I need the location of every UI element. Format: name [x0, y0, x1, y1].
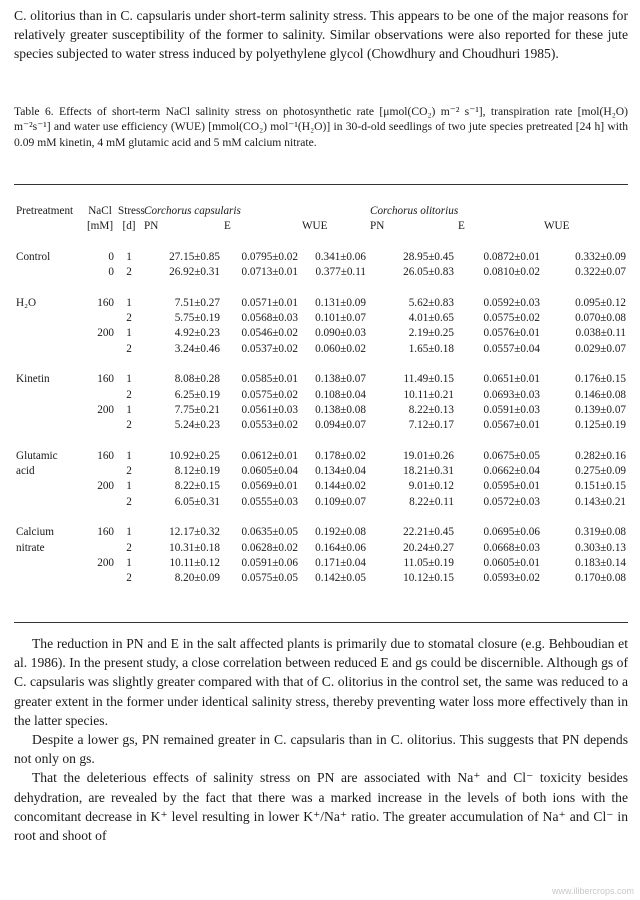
nacl-cell	[84, 464, 116, 479]
header-species-capsularis-text: Corchorus capsularis	[144, 205, 241, 217]
stress-days-cell: 2	[126, 266, 132, 279]
table-row	[14, 296, 628, 311]
nacl-cell	[84, 571, 116, 586]
header-pn-capsularis: PN	[144, 220, 159, 233]
table-row	[14, 449, 628, 464]
olitorius-pn-cell: 4.01±0.65	[408, 312, 454, 325]
header-pn-olitorius: PN	[370, 220, 385, 233]
olitorius-wue-cell: 0.176±0.15	[575, 373, 627, 386]
capsularis-wue-cell: 0.164±0.06	[315, 541, 366, 554]
capsularis-e-cell: 0.0546±0.02	[241, 327, 298, 340]
olitorius-pn-cell: 11.49±0.15	[403, 373, 454, 386]
table-row	[14, 342, 628, 357]
intro-paragraph-text: C. olitorius than in C. capsularis under short-term salinity stress. This appears to be one of the major reasons for relatively greater susceptibility of the former to salinity. Similar observations were also reported for these jute species subjected to water stress induced by polyethylene glycol (Chowdhury and Choudhuri 1985).	[14, 8, 628, 62]
stress-days-cell: 2	[126, 388, 132, 401]
capsularis-e-cell: 0.0553±0.02	[241, 419, 298, 432]
nacl-cell	[84, 311, 116, 326]
capsularis-pn-cell: 7.75±0.21	[174, 403, 220, 416]
olitorius-pn-cell: 5.62±0.83	[408, 296, 454, 309]
capsularis-e-cell: 0.0555±0.03	[241, 495, 298, 508]
pretreatment-cell: Kinetin	[16, 373, 50, 386]
capsularis-pn-cell: 8.22±0.15	[174, 480, 220, 493]
table-row	[14, 372, 628, 387]
capsularis-wue-cell: 0.134±0.04	[315, 465, 366, 478]
body-paragraph-1: The reduction in PN and E in the salt affected plants is primarily due to stomatal closure (e.g. Behboudian et al. 1986). In the present study, a close correlation between reduced E and gs could be discernible. Although gs of C. capsularis was slightly greater compared with that of C. olitorius in the control set, the same was reduced to a greater extent in the former under identical salinity stress, thereby preventing water loss more effectively than in the latter species.	[14, 636, 628, 728]
capsularis-pn-cell: 10.31±0.18	[169, 541, 220, 554]
olitorius-e-cell: 0.0567±0.01	[483, 419, 540, 432]
olitorius-wue-cell: 0.143±0.21	[575, 495, 627, 508]
olitorius-wue-cell: 0.095±0.12	[575, 296, 627, 309]
olitorius-e-cell: 0.0675±0.05	[483, 449, 540, 462]
capsularis-pn-cell: 10.92±0.25	[169, 449, 220, 462]
olitorius-e-cell: 0.0668±0.03	[483, 541, 540, 554]
capsularis-e-cell: 0.0591±0.06	[241, 556, 298, 569]
olitorius-e-cell: 0.0557±0.04	[483, 342, 540, 355]
capsularis-pn-cell: 5.75±0.19	[174, 312, 220, 325]
pretreatment-cell: H₂O	[16, 296, 37, 309]
table-body	[14, 235, 628, 602]
capsularis-e-cell: 0.0571±0.01	[241, 296, 298, 309]
capsularis-wue-cell: 0.108±0.04	[315, 388, 366, 401]
stress-days-cell: 1	[126, 296, 132, 309]
olitorius-e-cell: 0.0575±0.02	[483, 312, 540, 325]
capsularis-pn-cell: 6.05±0.31	[174, 495, 220, 508]
table-row	[14, 265, 628, 280]
capsularis-wue-cell: 0.171±0.04	[315, 556, 366, 569]
table-row	[14, 464, 628, 479]
pretreatment-cell	[14, 342, 84, 357]
capsularis-e-cell: 0.0628±0.02	[241, 541, 298, 554]
capsularis-e-cell: 0.0612±0.01	[241, 449, 298, 462]
olitorius-wue-cell: 0.319±0.08	[575, 526, 627, 539]
olitorius-wue-cell: 0.029±0.07	[575, 342, 627, 355]
stress-days-cell: 2	[126, 419, 132, 432]
olitorius-e-cell: 0.0595±0.01	[483, 480, 540, 493]
stress-days-cell: 2	[126, 495, 132, 508]
olitorius-wue-cell: 0.332±0.09	[575, 250, 627, 263]
nacl-cell	[84, 342, 116, 357]
olitorius-e-cell: 0.0695±0.06	[483, 526, 540, 539]
pretreatment-cell	[14, 571, 84, 586]
table-row	[14, 495, 628, 510]
capsularis-wue-cell: 0.090±0.03	[315, 327, 366, 340]
table-row	[14, 541, 628, 556]
capsularis-wue-cell: 0.142±0.05	[315, 572, 366, 585]
nacl-cell: 160	[97, 449, 114, 462]
pretreatment-cell: Glutamic	[16, 449, 58, 462]
header-row-1	[14, 204, 628, 219]
nacl-cell	[84, 541, 116, 556]
olitorius-wue-cell: 0.275±0.09	[575, 465, 627, 478]
capsularis-pn-cell: 26.92±0.31	[169, 266, 220, 279]
nacl-cell: 200	[97, 327, 114, 340]
header-nacl-unit: [mM]	[86, 220, 114, 233]
olitorius-wue-cell: 0.146±0.08	[575, 388, 627, 401]
pretreatment-cell	[14, 403, 84, 418]
olitorius-pn-cell: 11.05±0.19	[403, 556, 454, 569]
nacl-cell: 160	[97, 296, 114, 309]
olitorius-e-cell: 0.0576±0.01	[483, 327, 540, 340]
capsularis-e-cell: 0.0635±0.05	[241, 526, 298, 539]
spacer-row	[14, 510, 628, 525]
nacl-cell: 0	[108, 266, 114, 279]
capsularis-pn-cell: 8.12±0.19	[174, 465, 220, 478]
olitorius-wue-cell: 0.139±0.07	[575, 403, 627, 416]
capsularis-wue-cell: 0.060±0.02	[315, 342, 366, 355]
capsularis-wue-cell: 0.138±0.07	[315, 373, 366, 386]
header-stress: Stress	[118, 205, 145, 217]
capsularis-pn-cell: 12.17±0.32	[169, 526, 220, 539]
capsularis-e-cell: 0.0569±0.01	[241, 480, 298, 493]
table-row	[14, 403, 628, 418]
table-row	[14, 326, 628, 341]
pretreatment-cell	[14, 479, 84, 494]
capsularis-wue-cell: 0.377±0.11	[315, 266, 366, 279]
olitorius-e-cell: 0.0605±0.01	[483, 556, 540, 569]
table-row	[14, 571, 628, 586]
header-species-olitorius-text: Corchorus olitorius	[370, 205, 459, 217]
table-row	[14, 479, 628, 494]
olitorius-pn-cell: 8.22±0.11	[409, 495, 454, 508]
capsularis-e-cell: 0.0561±0.03	[241, 403, 298, 416]
olitorius-wue-cell: 0.282±0.16	[575, 449, 627, 462]
header-stress-unit: [d]	[122, 220, 136, 233]
header-nacl: NaCl	[88, 205, 112, 217]
olitorius-pn-cell: 9.01±0.12	[408, 480, 454, 493]
olitorius-wue-cell: 0.125±0.19	[575, 419, 627, 432]
olitorius-e-cell: 0.0591±0.03	[483, 403, 540, 416]
table-row	[14, 311, 628, 326]
nacl-cell	[84, 388, 116, 403]
olitorius-e-cell: 0.0572±0.03	[483, 495, 540, 508]
pretreatment-cell: Calcium	[16, 526, 54, 539]
olitorius-pn-cell: 22.21±0.45	[403, 526, 454, 539]
pretreatment-cell	[14, 388, 84, 403]
nacl-cell	[84, 495, 116, 510]
olitorius-pn-cell: 26.05±0.83	[403, 266, 454, 279]
olitorius-e-cell: 0.0693±0.03	[483, 388, 540, 401]
nacl-cell: 0	[108, 250, 114, 263]
capsularis-wue-cell: 0.138±0.08	[315, 403, 366, 416]
olitorius-pn-cell: 7.12±0.17	[408, 419, 454, 432]
olitorius-wue-cell: 0.070±0.08	[575, 312, 627, 325]
capsularis-e-cell: 0.0585±0.01	[241, 373, 298, 386]
table-bottom-rule	[14, 622, 628, 623]
olitorius-wue-cell: 0.303±0.13	[575, 541, 627, 554]
olitorius-e-cell: 0.0662±0.04	[483, 465, 540, 478]
capsularis-e-cell: 0.0575±0.02	[241, 388, 298, 401]
stress-days-cell: 1	[126, 480, 132, 493]
pretreatment-cell: Control	[16, 250, 51, 263]
olitorius-e-cell: 0.0593±0.02	[483, 572, 540, 585]
capsularis-pn-cell: 7.51±0.27	[174, 296, 220, 309]
olitorius-pn-cell: 1.65±0.18	[408, 342, 454, 355]
stress-days-cell: 1	[126, 556, 132, 569]
stress-days-cell: 2	[126, 312, 132, 325]
table-row	[14, 388, 628, 403]
spacer-row	[14, 357, 628, 372]
olitorius-wue-cell: 0.170±0.08	[575, 572, 627, 585]
capsularis-pn-cell: 5.24±0.23	[174, 419, 220, 432]
olitorius-pn-cell: 28.95±0.45	[403, 250, 454, 263]
data-table	[14, 204, 628, 602]
olitorius-pn-cell: 19.01±0.26	[403, 449, 454, 462]
header-wue-capsularis: WUE	[302, 220, 328, 233]
olitorius-wue-cell: 0.151±0.15	[575, 480, 627, 493]
capsularis-wue-cell: 0.178±0.02	[315, 449, 366, 462]
nacl-cell: 200	[97, 556, 114, 569]
olitorius-pn-cell: 10.11±0.21	[403, 388, 454, 401]
capsularis-wue-cell: 0.192±0.08	[315, 526, 366, 539]
pretreatment-cell	[14, 265, 84, 280]
capsularis-pn-cell: 8.20±0.09	[174, 572, 220, 585]
olitorius-e-cell: 0.0651±0.01	[483, 373, 540, 386]
stress-days-cell: 1	[126, 403, 132, 416]
capsularis-pn-cell: 10.11±0.12	[169, 556, 220, 569]
capsularis-wue-cell: 0.101±0.07	[315, 312, 366, 325]
header-species-capsularis	[142, 204, 368, 219]
stress-days-cell: 2	[126, 541, 132, 554]
capsularis-wue-cell: 0.131±0.09	[315, 296, 366, 309]
pretreatment-cell: nitrate	[16, 541, 45, 554]
olitorius-wue-cell: 0.183±0.14	[575, 556, 627, 569]
stress-days-cell: 2	[126, 342, 132, 355]
body-text	[14, 634, 628, 845]
nacl-cell: 160	[97, 526, 114, 539]
table-row	[14, 556, 628, 571]
stress-days-cell: 2	[126, 465, 132, 478]
pretreatment-cell	[14, 556, 84, 571]
pretreatment-cell: acid	[16, 465, 35, 478]
table-row	[14, 418, 628, 433]
capsularis-pn-cell: 6.25±0.19	[174, 388, 220, 401]
spacer-row	[14, 586, 628, 601]
olitorius-pn-cell: 2.19±0.25	[408, 327, 454, 340]
table-top-rule	[14, 184, 628, 185]
header-pretreatment: Pretreatment	[16, 205, 74, 217]
stress-days-cell: 2	[126, 572, 132, 585]
stress-days-cell: 1	[126, 526, 132, 539]
olitorius-wue-cell: 0.038±0.11	[575, 327, 627, 340]
olitorius-pn-cell: 10.12±0.15	[403, 572, 454, 585]
nacl-cell	[84, 418, 116, 433]
nacl-cell: 160	[97, 373, 114, 386]
olitorius-e-cell: 0.0872±0.01	[483, 250, 540, 263]
pretreatment-cell	[14, 418, 84, 433]
olitorius-pn-cell: 8.22±0.13	[408, 403, 454, 416]
header-row-2	[14, 219, 628, 234]
capsularis-e-cell: 0.0713±0.01	[241, 266, 298, 279]
table-caption: Table 6. Effects of short-term NaCl salinity stress on photosynthetic rate [μmol(CO₂) m⁻² s⁻¹], transpiration rate [mol(H₂O) m⁻²s⁻¹] and water use efficiency (WUE) [mmol(CO₂) mol⁻¹(H₂O)] in 30-d-old seedlings of two jute species pretreated [24 h] with 0.09 mM kinetin, 4 mM glutamic acid and 5 mM calcium nitrate.	[14, 105, 628, 149]
stress-days-cell: 1	[126, 250, 132, 263]
capsularis-wue-cell: 0.341±0.06	[315, 250, 366, 263]
header-wue-olitorius: WUE	[544, 220, 570, 233]
intro-paragraph	[14, 6, 628, 64]
header-e-olitorius: E	[458, 220, 465, 233]
capsularis-wue-cell: 0.094±0.07	[315, 419, 366, 432]
capsularis-e-cell: 0.0568±0.03	[241, 312, 298, 325]
capsularis-e-cell: 0.0795±0.02	[241, 250, 298, 263]
body-paragraph-3: That the deleterious effects of salinity stress on PN are associated with Na⁺ and Cl⁻ toxicity besides dehydration, are revealed by the fact that there was a marked increase in the levels of both ions with the concomitant decrease in K⁺ level resulting in lower K⁺/Na⁺ ratio. The greater accumulation of Na⁺ and Cl⁻ in root and shoot of	[14, 770, 628, 844]
stress-days-cell: 1	[126, 327, 132, 340]
capsularis-e-cell: 0.0537±0.02	[241, 342, 298, 355]
capsularis-pn-cell: 3.24±0.46	[174, 342, 220, 355]
capsularis-e-cell: 0.0605±0.04	[241, 465, 298, 478]
olitorius-e-cell: 0.0592±0.03	[483, 296, 540, 309]
capsularis-pn-cell: 27.15±0.85	[169, 250, 220, 263]
capsularis-wue-cell: 0.109±0.07	[315, 495, 366, 508]
capsularis-pn-cell: 8.08±0.28	[174, 373, 220, 386]
stress-days-cell: 1	[126, 449, 132, 462]
header-e-capsularis: E	[224, 220, 231, 233]
capsularis-wue-cell: 0.144±0.02	[315, 480, 366, 493]
pretreatment-cell	[14, 326, 84, 341]
table-row	[14, 250, 628, 265]
nacl-cell: 200	[97, 403, 114, 416]
stress-days-cell: 1	[126, 373, 132, 386]
capsularis-e-cell: 0.0575±0.05	[241, 572, 298, 585]
olitorius-pn-cell: 20.24±0.27	[403, 541, 454, 554]
header-species-olitorius	[368, 204, 628, 219]
pretreatment-cell	[14, 311, 84, 326]
spacer-row	[14, 280, 628, 295]
spacer-row	[14, 235, 628, 250]
capsularis-pn-cell: 4.92±0.23	[174, 327, 220, 340]
spacer-row	[14, 433, 628, 448]
olitorius-pn-cell: 18.21±0.31	[403, 465, 454, 478]
body-paragraph-2: Despite a lower gs, PN remained greater in C. capsularis than in C. olitorius. This suggests that PN depends not only on gs.	[14, 732, 628, 767]
olitorius-e-cell: 0.0810±0.02	[483, 266, 540, 279]
olitorius-wue-cell: 0.322±0.07	[575, 266, 627, 279]
pretreatment-cell	[14, 495, 84, 510]
nacl-cell: 200	[97, 480, 114, 493]
table-row	[14, 525, 628, 540]
watermark: www.ilibercrops.com	[551, 886, 634, 896]
